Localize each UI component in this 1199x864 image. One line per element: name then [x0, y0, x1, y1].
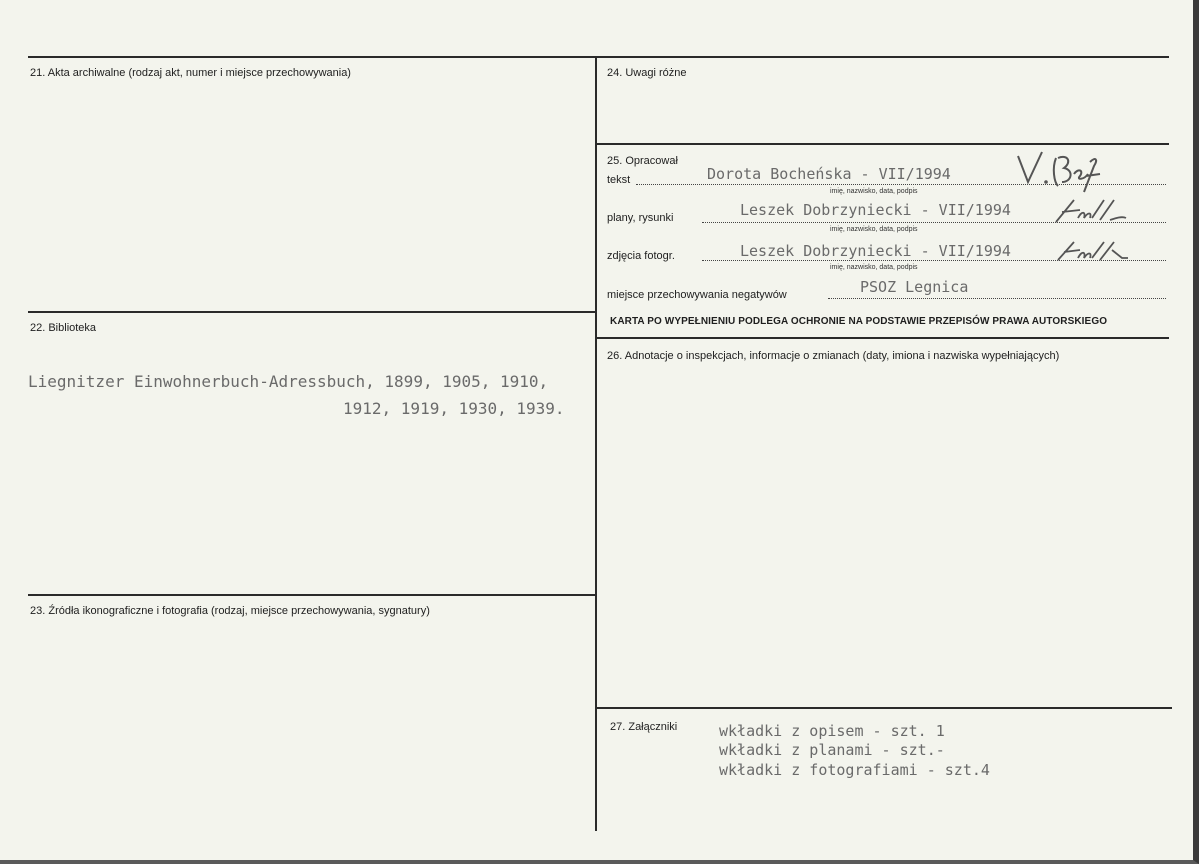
section-26-title: 26. Adnotacje o inspekcjach, informacje o zmianach (daty, imiona i nazwiska wypełniających): [607, 350, 1060, 362]
prepared-text-label: tekst: [607, 174, 631, 186]
section-24-title: 24. Uwagi różne: [607, 67, 687, 79]
section-21-title: 21. Akta archiwalne (rodzaj akt, numer i miejsce przechowywania): [30, 67, 351, 79]
rule-24-25: [597, 143, 1169, 145]
library-entry-line-2: 1912, 1919, 1930, 1939.: [343, 399, 565, 418]
prepared-plans-value: Leszek Dobrzyniecki - VII/1994: [740, 201, 1011, 219]
prepared-plans-label: plany, rysunki: [607, 212, 674, 224]
signature-plans-author: [1052, 196, 1128, 226]
section-23-title: 23. Źródła ikonograficzne i fotografia (rodzaj, miejsce przechowywania, sygnatury): [30, 605, 430, 617]
attachment-item: wkładki z planami - szt.-: [719, 741, 945, 759]
section-25-title: 25. Opracował: [607, 155, 678, 167]
rule-26-27: [597, 707, 1172, 709]
prepared-photos-label: zdjęcia fotogr.: [607, 250, 675, 262]
signature-text-author: [1012, 148, 1102, 194]
prepared-plans-caption: imię, nazwisko, data, podpis: [830, 226, 918, 233]
signature-photos-author: [1054, 238, 1130, 264]
prepared-text-value: Dorota Bocheńska - VII/1994: [707, 165, 951, 183]
copyright-notice: KARTA PO WYPEŁNIENIU PODLEGA OCHRONIE NA PODSTAWIE PRZEPISÓW PRAWA AUTORSKIEGO: [610, 316, 1108, 327]
center-divider: [595, 56, 597, 831]
negatives-location-line: [828, 298, 1166, 299]
attachment-item: wkładki z opisem - szt. 1: [719, 722, 945, 740]
negatives-location-value: PSOZ Legnica: [860, 278, 969, 296]
top-rule: [28, 56, 1169, 58]
rule-22-23: [28, 594, 595, 596]
prepared-photos-value: Leszek Dobrzyniecki - VII/1994: [740, 242, 1011, 260]
attachment-item: wkładki z fotografiami - szt.4: [719, 761, 990, 779]
section-27-title: 27. Załączniki: [610, 721, 678, 733]
rule-21-22: [28, 311, 595, 313]
negatives-location-label: miejsce przechowywania negatywów: [607, 289, 787, 301]
section-22-title: 22. Biblioteka: [30, 322, 97, 334]
library-entry-line-1: Liegnitzer Einwohnerbuch-Adressbuch, 1899, 1905, 1910,: [28, 372, 549, 391]
rule-25-26: [597, 337, 1169, 339]
prepared-photos-caption: imię, nazwisko, data, podpis: [830, 264, 918, 271]
prepared-text-caption: imię, nazwisko, data, podpis: [830, 188, 918, 195]
